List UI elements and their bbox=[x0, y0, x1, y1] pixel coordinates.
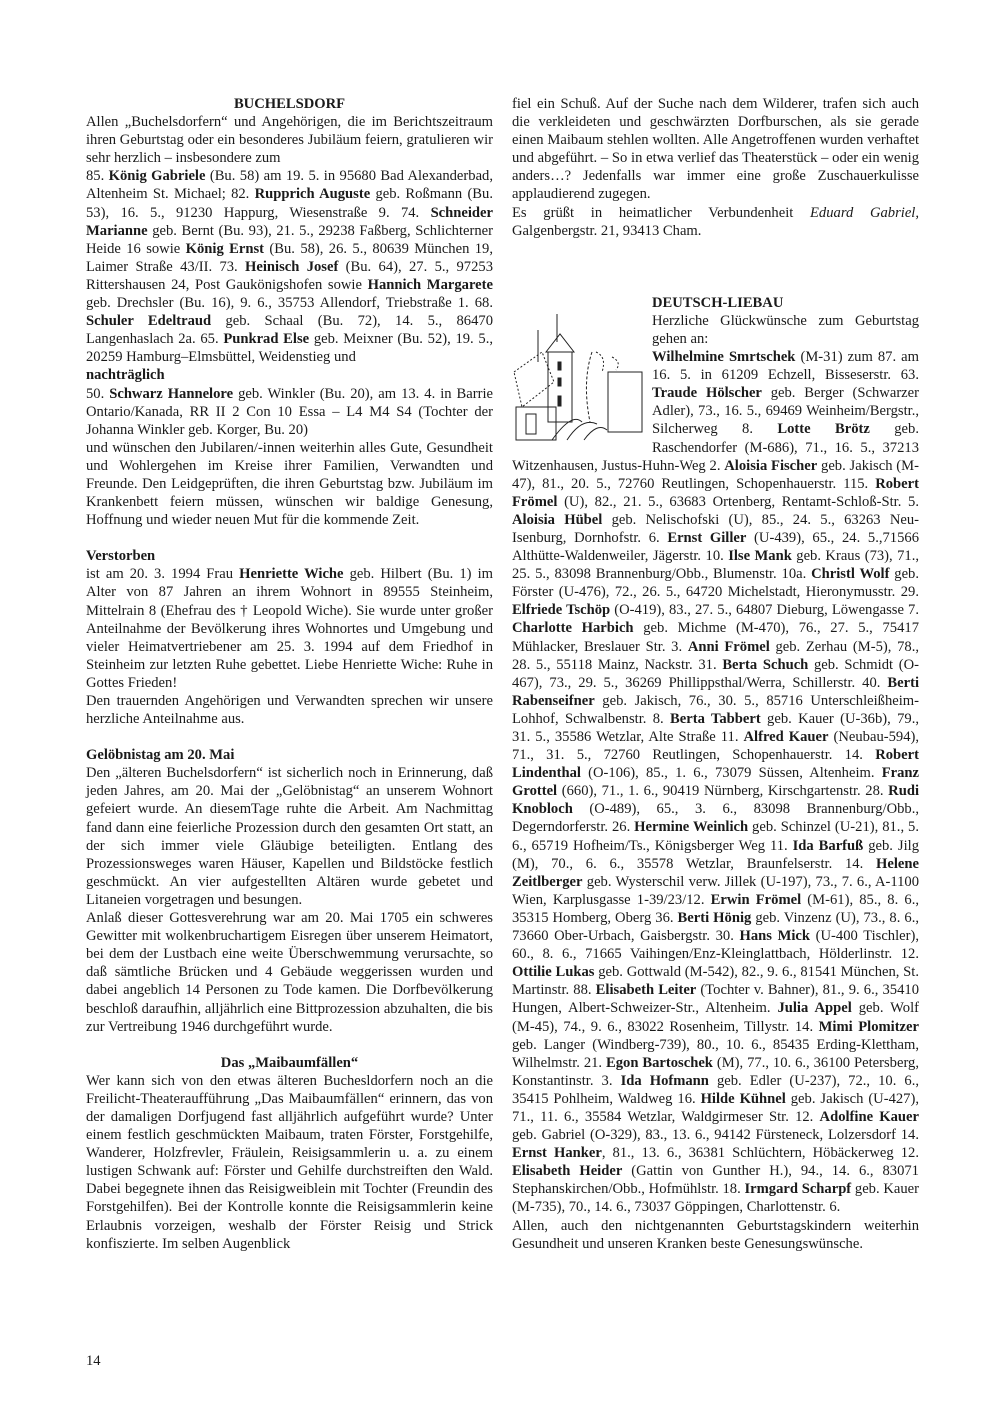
person-name: Ida Hofmann bbox=[620, 1072, 709, 1089]
person-name: Anni Frömel bbox=[687, 638, 770, 655]
person-name: Hannich Margarete bbox=[367, 276, 493, 293]
text-segment: Wer kann sich von den etwas älteren Buchesldorfern noch an die Freilicht-Theateraufführung „Das Maibaumfällen“ erinnern, das von der damaligen Dorfjugend fast alljährlich aufgeführt wurde? Unter einem festlich geschmückten Maibaum, traten Förster, Forstgehilfe, Wanderer, Holzfrevler, Fräulein, Reisigsammlerin u. a. zu einem lustigen Schwank auf: Förster und Gehilfe durchstreiften den Wald. Dabei begegnete ihnen das Reisigweiblein mit Tochter (Freundin des Forstgehilfen). Bei der Kontrolle konnte die Reisigsammlerin keine Erlaubnis vorzeigen, weshalb der Förster Reisig und Strick konfiszierte. Im selben Augenblick bbox=[86, 1072, 493, 1252]
person-name: Charlotte Harbich bbox=[512, 620, 634, 637]
text-segment: geb. Michme (M-470), 76., 27. 5., 75417 Mühlacker, Breslauer Str. 3. bbox=[512, 620, 919, 655]
text-segment: (U-400 Tischler), 60., 8. 6., 71665 Vaihingen/Enz-Kleinglattbach, Hölderlinstr. 12. bbox=[512, 928, 919, 963]
text-segment: (U-439), 65., 24. 5.,71566 Althütte-Waldenweiler, Jägerstr. 10. bbox=[512, 529, 919, 565]
text-segment: (M-61), 85., 8. 6., 35315 Homberg, Oberg 36. bbox=[512, 891, 920, 926]
person-name: Punkrad Else bbox=[223, 331, 310, 348]
late-heading: nachträglich bbox=[86, 367, 165, 384]
birthday-list bbox=[512, 348, 919, 1217]
text-segment: (O-419), 83., 27. 5., 64807 Dieburg, Löwengasse 7. bbox=[610, 602, 919, 619]
text-segment: geb. Jakisch (U-427), 71., 11. 6., 35584 Wetzlar, Waldgirmeser Str. 12. bbox=[512, 1090, 919, 1125]
text-segment: geb. Winkler (Bu. 20), am 13. 4. in Barrie Ontario/Kanada, RR II 2 Con 10 Essa – L4 M4 S4 (Tochter der Johanna Winkler geb. Korger, Bu. 20) bbox=[86, 385, 493, 438]
person-name: Hilde Kühnel bbox=[700, 1090, 786, 1107]
birthday-list bbox=[86, 167, 493, 366]
text-segment: (Bu. 64), 27. 5., 97253 Rittershausen 24, Post Gaukönigshofen sowie bbox=[86, 258, 493, 293]
vow-day-heading: Gelöbnistag am 20. Mai bbox=[86, 747, 235, 764]
person-name: Berti Rabenseifner bbox=[512, 674, 919, 709]
text-segment: geb. Bernt (Bu. 93), 21. 5., 29238 Faßberg, Schlichterner Heide 16 sowie bbox=[86, 222, 493, 257]
text-segment: geb. Wolf (M-45), 74., 9. 6., 83022 Rosenheim, Tillystr. 14. bbox=[512, 1000, 920, 1035]
person-name: Wilhelmine Smrtschek bbox=[652, 349, 796, 366]
person-name: Berta Tabbert bbox=[670, 710, 761, 727]
text-segment: geb. Vinzenz (U), 73., 8. 6., 73660 Ober-Urbach, Gaisbergstr. 30. bbox=[512, 909, 919, 945]
text-segment: geb. Gabriel (O-329), 83., 13. 6., 94142 Fürsteneck, Lolzersdorf 14. bbox=[512, 1127, 919, 1144]
text-segment: und wünschen den Jubilaren/-innen weiterhin alles Gute, Gesundheit und Wohlergehen im Kreise ihrer Familien, Verwandten und Freunde. Den Leidgeprüften, die ihren Geburtstag bzw. Jubiläum im Krankenbett feiern müssen, wünschen wir baldige Genesung, Hoffnung und wieder neuen Mut für die kommende Zeit. bbox=[86, 439, 493, 529]
person-name: Traude Hölscher bbox=[652, 385, 762, 402]
text-segment: Allen „Buchelsdorfern“ und Angehörigen, die im Berichtszeitraum ihren Geburtstag oder ein besonderes Jubiläum feiern, gratulieren wir sehr herzlich – insbesondere zum bbox=[86, 114, 493, 167]
person-name: Helene Zeitlberger bbox=[512, 855, 919, 890]
text-segment: Den „älteren Buchelsdorfern“ ist sicherlich noch in Erinnerung, daß jeden Jahres, am 20. Mai der „Gelöbnistag“ an unserem Wohnort gefeiert wurde. An diesemTage ruhte die Arbeit. Am Nachmittag fand dann eine feierliche Prozession durch den gesamten Ort statt, an der sich immer viele Gläubige beteiligten. Entlang des Prozessionsweges waren Häuser, Kapellen und Bildstöcke festlich geschmückt. An vier aufgestellten Altären wurde gebetet und Litaneien vorgetragen und besungen. bbox=[86, 765, 493, 908]
vow-paragraph-1 bbox=[86, 764, 493, 909]
text-segment: geb. Kauer (U-36b), 79., 31. 5., 35586 Wetzlar, Alte Straße 11. bbox=[512, 710, 919, 745]
text-segment: (O-489), 65., 3. 6., 83098 Brannenburg/Obb., Degerndorferstr. 26. bbox=[512, 801, 919, 836]
intro-paragraph bbox=[86, 113, 493, 167]
person-name: Ida Barfuß bbox=[792, 837, 864, 854]
person-name: Aloisia Hübel bbox=[512, 511, 603, 528]
person-name: Elfriede Tschöp bbox=[512, 602, 611, 619]
text-segment: (Neubau-594), 71., 31. 5., 72760 Reutlingen, Schopenhauerstr. 14. bbox=[512, 729, 919, 764]
text-segment: geb. Raschendorfer (M-686), 71., 16. 5., 37213 Witzenhausen, Justus-Huhn-Weg 2. bbox=[512, 421, 919, 474]
text-segment: (U), 82., 21. 5., 63683 Ortenberg, Rentamt-Schloß-Str. 5. bbox=[557, 493, 919, 510]
person-name: König Gabriele bbox=[108, 168, 206, 185]
text-segment: geb. Kraus (73), 71., 25. 5., 83098 Brannenburg/Obb., Blumenstr. 10a. bbox=[512, 548, 920, 583]
text-segment: geb. Hilbert (Bu. 1) im Alter von 87 Jahren an ihrem Wohnort in 89555 Steinheim, Mittelrain 8 (Ehefrau des † Leopold Wiche). Sie wurde unter großer Anteilnahme der Bevölkerung ihres Wohnortes und Umgebung und vieler Heimatvertriebener am 25. 3. 1994 auf dem Friedhof in Steinheim zur letzten Ruhe gebettet. Liebe Henriette Wiche: Ruhe in Gottes Frieden! bbox=[86, 566, 493, 691]
person-name: Heinisch Josef bbox=[245, 258, 339, 275]
text-segment: geb. Wysterschil verw. Jillek (U-197), 73., 7. 6., A-1100 Wien, Karplusgasse 1-39/23/12. bbox=[512, 873, 919, 908]
text-segment: geb. Jilg (M), 70., 6. 6., 35578 Wetzlar, Braunfelserstr. 14. bbox=[512, 837, 919, 872]
text-segment: (M-31) zum 87. am 16. 5. in 61209 Echzell, Bisseserstr. 63. bbox=[652, 349, 919, 384]
maibaum-paragraph bbox=[86, 1072, 493, 1253]
person-name: Lotte Brötz bbox=[777, 421, 870, 438]
person-name: Berti Hönig bbox=[677, 909, 752, 926]
text-segment: (660), 71., 1. 6., 90419 Nürnberg, Kirschgartenstr. 28. bbox=[557, 783, 889, 800]
condolence-paragraph bbox=[86, 692, 493, 728]
person-name: Ernst Giller bbox=[667, 529, 747, 546]
text-segment: (Gattin von Gunther H.), 94., 14. 6., 83071 Stephanskirchen/Obb., Hofmühlstr. 18. bbox=[512, 1163, 919, 1198]
text-segment: Allen, auch den nichtgenannten Geburtstagskindern weiterhin Gesundheit und unseren Kranken beste Genesungswünsche. bbox=[512, 1217, 919, 1252]
text-segment: Es grüßt in heimatlicher Verbundenheit bbox=[512, 204, 811, 221]
person-name: Christl Wolf bbox=[811, 566, 890, 583]
left-column bbox=[86, 95, 493, 1253]
page-number: 14 bbox=[86, 1353, 101, 1369]
text-segment: Anlaß dieser Gottesverehrung war am 20. Mai 1705 ein schweres Gewitter mit wolkenbruchartigem Eisregen über unserem Heimatort, bei dem der Lustbach eine weite Überschwemmung verursachte, so daß sämtliche Brücken und 4 Gebäude weggerissen wurden und dabei angeblich 14 Personen zu Tode kamen. Die Dorfbevölkerung beschloß daraufhin, alljährlich eine Bittprozession abzuhalten, die bis zur Vertreibung 1946 durchgeführt wurde. bbox=[86, 910, 493, 1035]
text-segment: 85. bbox=[86, 168, 109, 185]
text-segment: geb. Kauer (M-735), 70., 14. 6., 73037 Göppingen, Charlottenstr. 6. bbox=[512, 1181, 919, 1216]
text-segment: geb. Zerhau (M-5), 78., 28. 5., 55118 Mainz, Nackstr. 31. bbox=[512, 638, 920, 673]
person-name: Adolfine Kauer bbox=[819, 1108, 919, 1125]
maibaum-heading: Das „Maibaumfällen“ bbox=[220, 1054, 359, 1071]
person-name: Ilse Mank bbox=[728, 548, 792, 565]
text-segment: geb. Gottwald (M-542), 82., 9. 6., 81541 München, St. Martinstr. 88. bbox=[512, 964, 919, 999]
text-segment: (O-106), 85., 1. 6., 73079 Süssen, Altenheim. bbox=[580, 765, 882, 782]
text-segment: (Tochter v. Bahner), 81., 9. 6., 35410 Hungen, Albert-Schweizer-Str., Altenheim. bbox=[512, 982, 919, 1017]
text-segment: fiel ein Schuß. Auf der Suche nach dem Wilderer, trafen sich auch die verkleideten und geschwärzten Dorfburschen, als sie gerade einen Maibaum stehlen wollten. Alle Angetroffenen wurden verhaftet und abgeführt. – So in etwa verlief das Theaterstück – oder ein wenig anders…? Jedenfalls war immer eine große Zuschauerkulisse applaudierend zugegen. bbox=[512, 96, 919, 203]
text-segment: (Bu. 58), 26. 5., 80639 München 19, Laimer Straße 43/II. 73. bbox=[86, 240, 493, 275]
vow-paragraph-2 bbox=[86, 909, 493, 1036]
person-name: Robert Lindenthal bbox=[512, 747, 919, 782]
person-name: Elisabeth Leiter bbox=[595, 982, 697, 999]
text-segment: Eduard Gabriel, bbox=[810, 204, 920, 221]
person-name: Ottilie Lukas bbox=[512, 964, 595, 981]
person-name: Rupprich Auguste bbox=[254, 186, 371, 203]
birthday-intro: Herzliche Glückwünsche zum Geburtstag gehen an: bbox=[652, 312, 919, 347]
text-segment: geb. Meixner (Bu. 52), 19. 5., 20259 Hamburg–Elmsbüttel, Weidenstieg und bbox=[86, 331, 493, 366]
text-segment: (M), 77., 10. 6., 36100 Petersberg, Konstantinstr. 3. bbox=[512, 1054, 919, 1089]
late-birthday bbox=[86, 385, 493, 439]
person-name: Alfred Kauer bbox=[743, 729, 829, 745]
deceased-heading: Verstorben bbox=[86, 548, 156, 565]
person-name: Robert Frömel bbox=[512, 475, 919, 510]
deceased-paragraph bbox=[86, 565, 493, 692]
person-name: Ernst Hanker bbox=[512, 1145, 602, 1162]
maibaum-continued bbox=[512, 95, 919, 204]
person-name: König Ernst bbox=[185, 240, 265, 257]
section-title-deutsch-liebau: DEUTSCH-LIEBAU bbox=[652, 294, 784, 311]
text-segment: geb. Drechsler (Bu. 16), 9. 6., 35753 Allendorf, Triebstraße 1. 68. bbox=[86, 295, 493, 312]
person-name: Schuler Edeltraud bbox=[86, 313, 212, 330]
text-segment: geb. Nelischofski (U), 85., 24. 5., 63263 Neu-Isenburg, Dornhofstr. 6. bbox=[512, 511, 919, 546]
person-name: Egon Bartoschek bbox=[606, 1054, 713, 1071]
person-name: Henriette Wiche bbox=[239, 566, 344, 583]
text-segment: geb. Langer (Windberg-739), 80., 10. 6., 85435 Erding-Klettham, Wilhelmstr. 21. bbox=[512, 1036, 919, 1071]
person-name: Irmgard Scharpf bbox=[744, 1181, 852, 1198]
closing-paragraph bbox=[512, 1217, 919, 1253]
text-segment: geb. Edler (U-237), 72., 10. 6., 35415 Pohlheim, Waldweg 16. bbox=[512, 1072, 919, 1107]
right-column bbox=[512, 95, 919, 1253]
text-segment: geb. Schaal (Bu. 72), 14. 5., 86470 Langenhaslach 2a. 65. bbox=[86, 313, 493, 348]
text-segment: geb. Schinzel (U-21), 81., 5. 6., 65719 Hofheim/Ts., Königsberger Weg 11. bbox=[512, 819, 919, 854]
text-segment: ist am 20. 3. 1994 Frau bbox=[86, 566, 240, 583]
person-name: Berta Schuch bbox=[722, 656, 809, 673]
greeting-signature bbox=[512, 204, 919, 240]
person-name: Franz Grottel bbox=[512, 765, 919, 800]
text-segment: geb. Roßmann (Bu. 53), 16. 5., 91230 Happurg, Wiesenstraße 9. 74. bbox=[86, 186, 493, 221]
person-name: Julia Appel bbox=[777, 1000, 852, 1017]
text-segment: Galgenbergstr. 21, 93413 Cham. bbox=[512, 222, 702, 239]
person-name: Rudi Knobloch bbox=[512, 783, 919, 818]
text-segment: geb. Jakisch (M-47), 81., 20. 5., 72760 Reutlingen, Schopenhauerstr. 115. bbox=[512, 457, 919, 492]
person-name: Mimi Plomitzer bbox=[818, 1018, 919, 1035]
person-name: Hans Mick bbox=[739, 928, 811, 945]
text-segment: , 81., 13. 6., 36381 Schlüchtern, Höbäckerweg 12. bbox=[601, 1145, 920, 1162]
person-name: Elisabeth Heider bbox=[512, 1163, 623, 1180]
text-segment: geb. Schmidt (O-467), 73., 29. 5., 36269 Phillippsthal/Werra, Schillerstr. 40. bbox=[512, 656, 919, 691]
text-segment: geb. Berger (Schwarzer Adler), 73., 16. 5., 69469 Weinheim/Bergstr., Silcherweg 8. bbox=[652, 385, 919, 438]
text-segment: Den trauernden Angehörigen und Verwandten sprechen wir unsere herzliche Anteilnahme aus. bbox=[86, 693, 493, 728]
person-name: Schneider Marianne bbox=[86, 204, 493, 239]
text-segment: geb. Förster (U-476), 72., 26. 5., 64720 Michelstadt, Hieronymusstr. 29. bbox=[512, 566, 920, 601]
text-segment: (Bu. 58) am 19. 5. in 95680 Bad Alexanderbad, Altenheim St. Michael; 82. bbox=[86, 168, 493, 203]
text-segment: 50. bbox=[86, 385, 110, 402]
wishes-paragraph bbox=[86, 439, 493, 529]
church-street-illustration bbox=[512, 312, 644, 442]
section-title-buchelsdorf: BUCHELSDORF bbox=[233, 96, 346, 112]
person-name: Aloisia Fischer bbox=[724, 457, 818, 474]
person-name: Erwin Frömel bbox=[710, 891, 802, 908]
person-name: Hermine Weinlich bbox=[634, 819, 749, 836]
person-name: Schwarz Hannelore bbox=[109, 385, 234, 402]
text-segment: geb. Jakisch, 76., 30. 5., 85716 Unterschleißheim-Lohhof, Schwalbenstr. 8. bbox=[512, 692, 919, 727]
